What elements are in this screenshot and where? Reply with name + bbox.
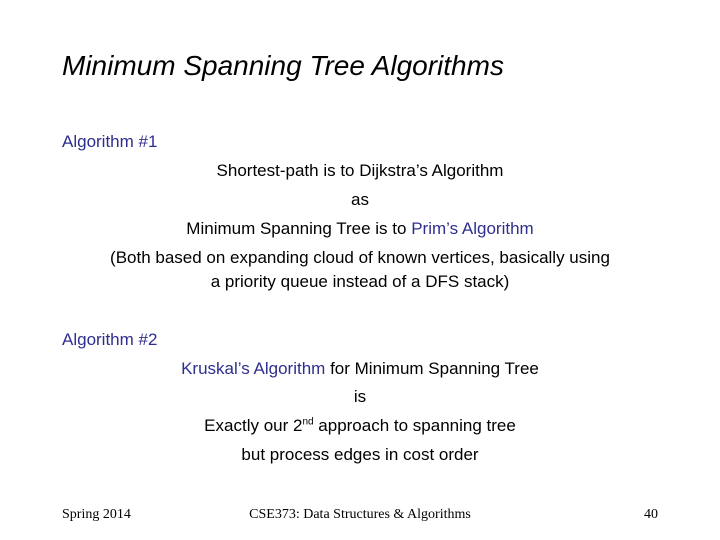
- page-number: 40: [644, 507, 658, 522]
- ordinal-superscript: nd: [302, 416, 314, 428]
- algo1-line-2: as: [351, 190, 369, 209]
- algorithm-2-heading: Algorithm #2: [62, 330, 158, 349]
- algo1-line-5: a priority queue instead of a DFS stack): [210, 272, 510, 291]
- slide-title: Minimum Spanning Tree Algorithms: [62, 50, 504, 81]
- algorithm-1-heading: Algorithm #1: [62, 132, 158, 151]
- algo2-line-2: is: [353, 387, 367, 406]
- algo1-line-4: (Both based on expanding cloud of known vertices, basically using: [110, 248, 610, 267]
- algo2-line-3: [0, 416, 720, 436]
- footer-date: Spring 2014: [62, 507, 131, 522]
- algo1-line-1: Shortest-path is to Dijkstra’s Algorithm: [216, 161, 504, 180]
- prims-algorithm-term: Prim’s Algorithm: [411, 219, 534, 238]
- algo2-line-3-prefix: Exactly our 2: [204, 416, 303, 435]
- algo2-line-1: [0, 359, 720, 379]
- algo1-line-3-text: Minimum Spanning Tree is to: [186, 219, 412, 238]
- kruskals-algorithm-term: Kruskal’s Algorithm: [181, 359, 326, 378]
- algo2-line-4: but process edges in cost order: [241, 445, 479, 464]
- algo1-line-3: [0, 219, 720, 239]
- footer-course: CSE373: Data Structures & Algorithms: [249, 507, 471, 522]
- algo2-line-1-text: for Minimum Spanning Tree: [325, 359, 539, 378]
- algo2-line-3-suffix: approach to spanning tree: [313, 416, 516, 435]
